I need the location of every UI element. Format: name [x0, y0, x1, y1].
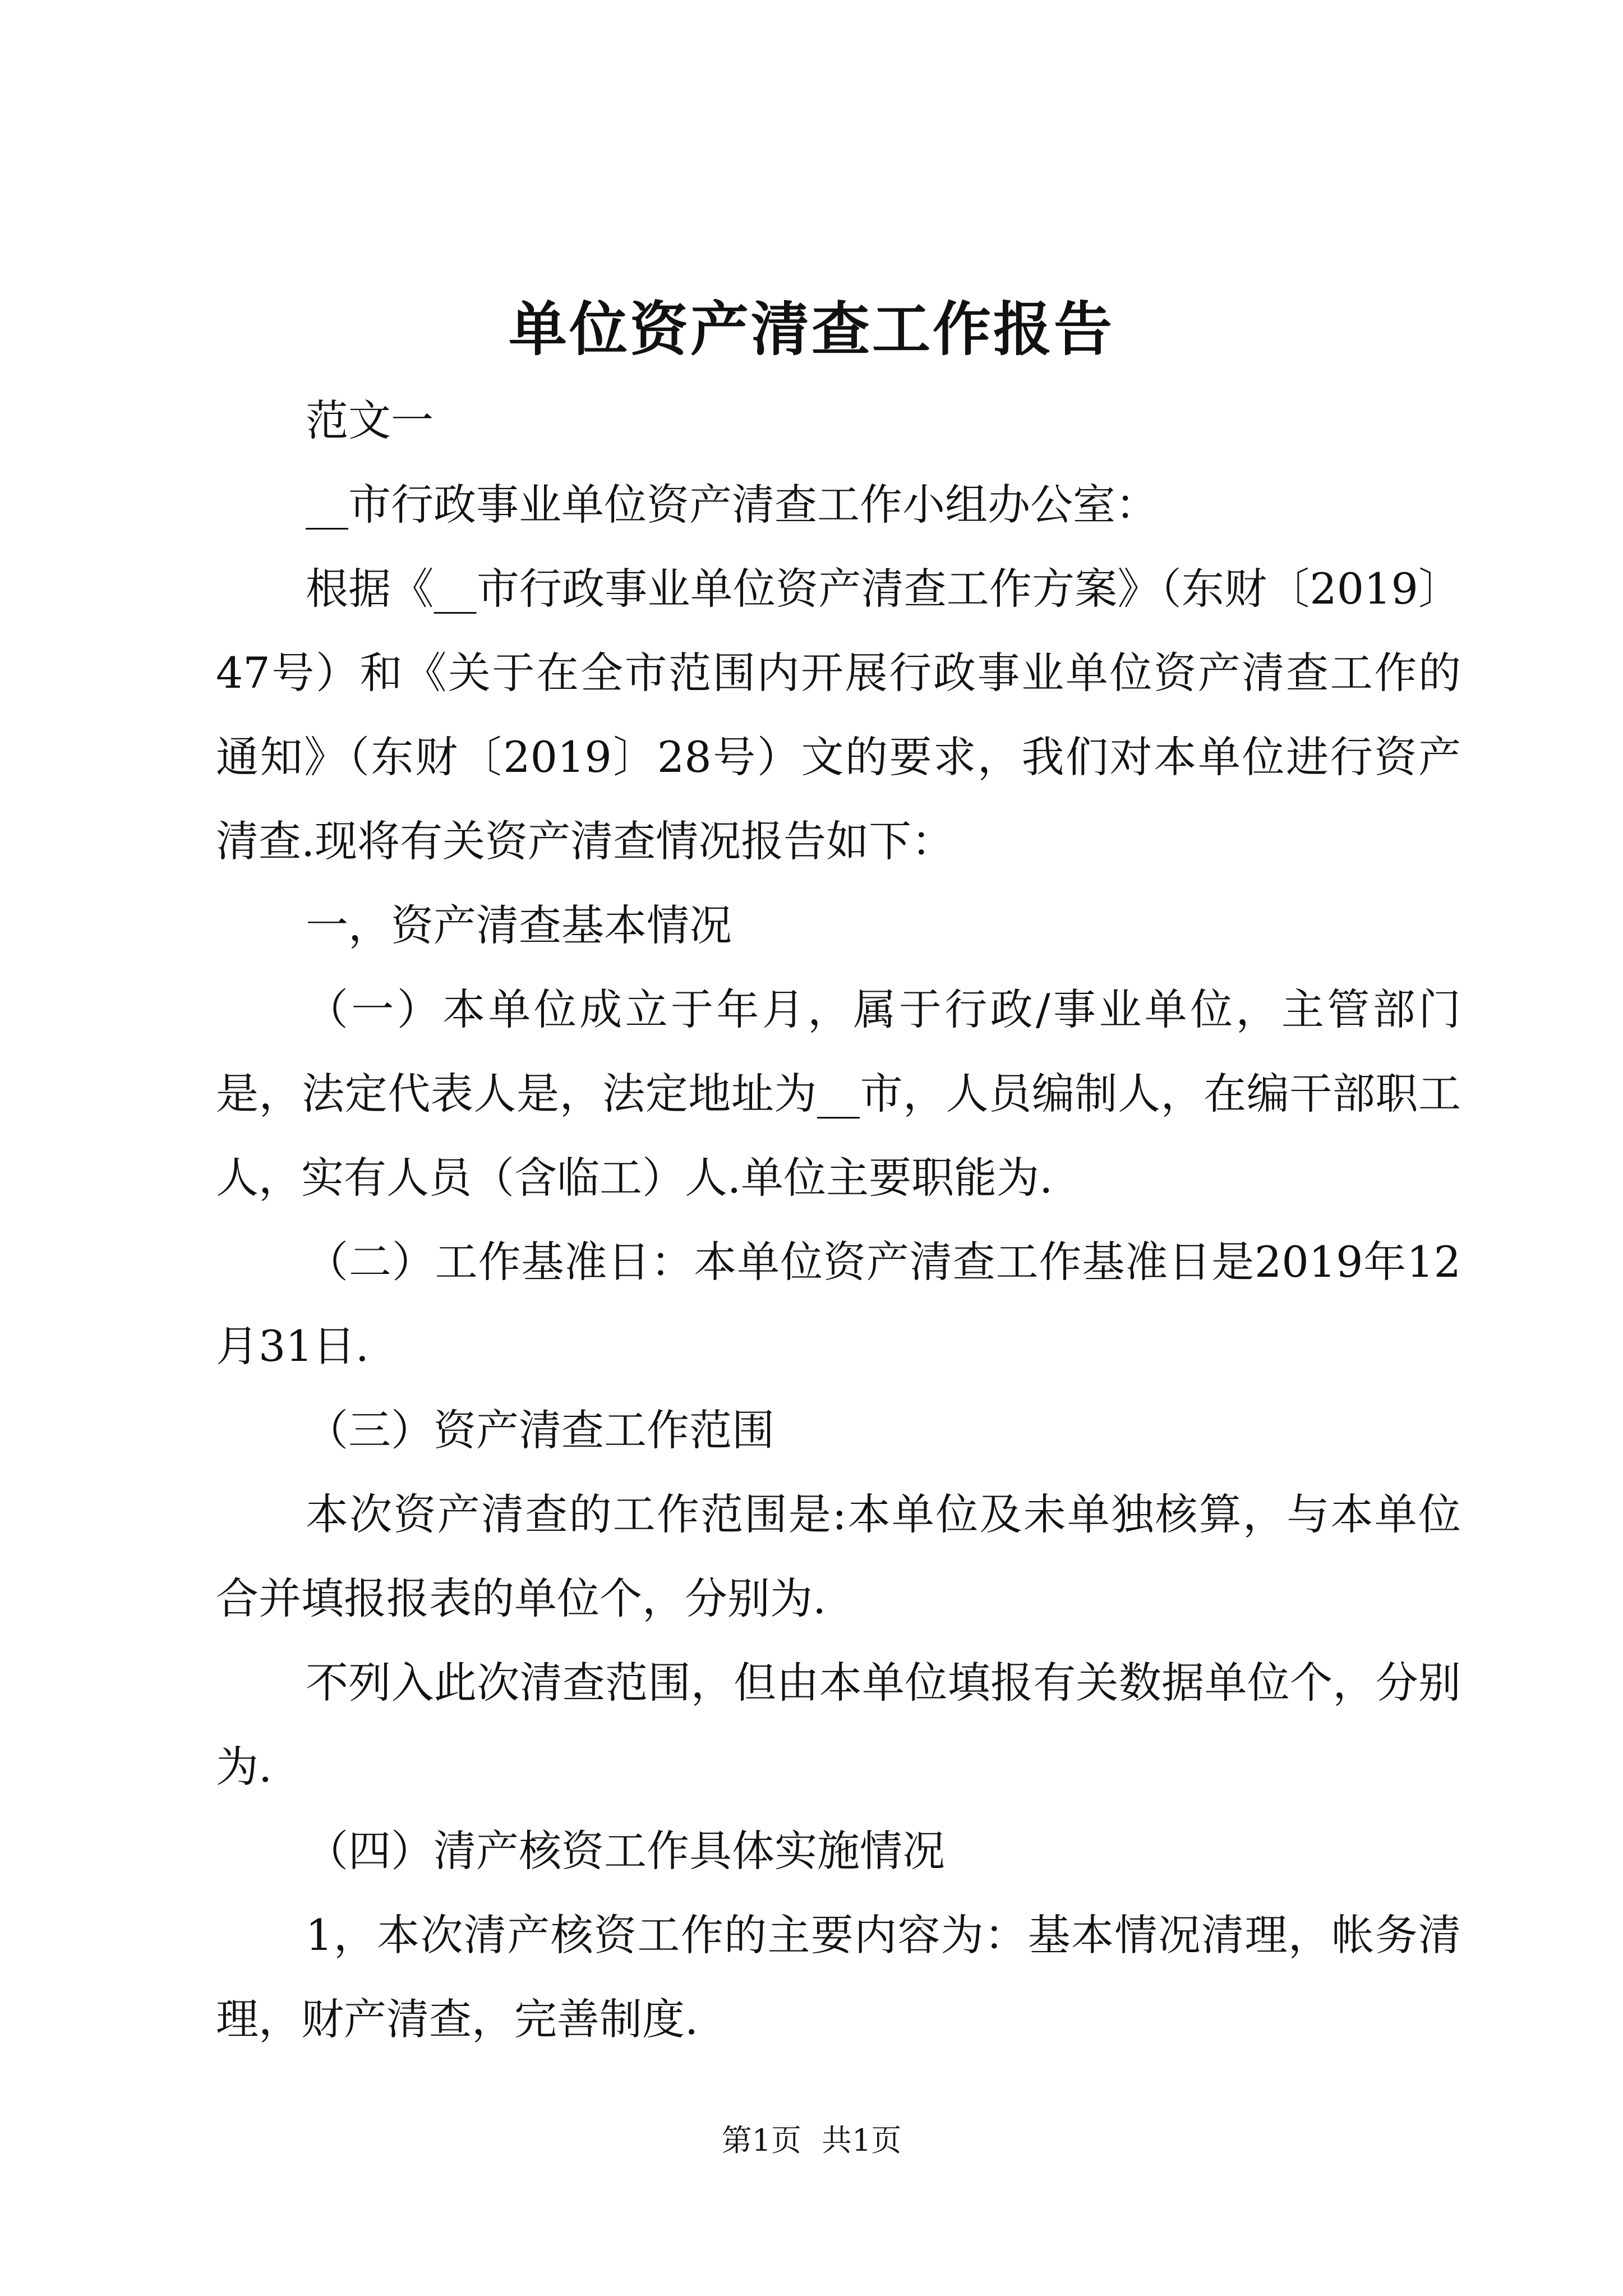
page-number: 第1页: [721, 2123, 801, 2158]
paragraph-excluded-scope: 不列入此次清查范围，但由本单位填报有关数据单位个，分别为.: [216, 1658, 1461, 1792]
paragraph-scope: 本次资产清查的工作范围是:本单位及未单独核算，与本单位合并填报报表的单位个，分别为.: [216, 1489, 1461, 1623]
paragraph-basis: 根据《__市行政事业单位资产清查工作方案》（东财〔2019〕47号）和《关于在全市范围内开展行政事业单位资产清查工作的通知》（东财〔2019〕28号）文的要求，我们对本单位进行资产清查.现将有关资产清查情况报告如下：: [216, 564, 1461, 866]
subheading-scope: （三）资产清查工作范围: [306, 1405, 774, 1455]
paragraph-main-content: 1，本次清产核资工作的主要内容为：基本情况清理，帐务清理，财产清查，完善制度.: [216, 1910, 1461, 2044]
paragraph-unit-info: （一）本单位成立于年月，属于行政/事业单位，主管部门是，法定代表人是，法定地址为__市，人员编制人，在编干部职工人，实有人员（含临工）人.单位主要职能为.: [216, 984, 1461, 1203]
section-heading-basic-info: 一，资产清查基本情况: [306, 900, 732, 950]
page-total: 共1页: [822, 2123, 902, 2158]
page-footer: [0, 2118, 1623, 2163]
paragraph-sample-label: 范文一: [306, 395, 434, 445]
paragraph-addressee: __市行政事业单位资产清查工作小组办公室：: [306, 480, 1158, 530]
subheading-implementation: （四）清产核资工作具体实施情况: [306, 1826, 945, 1876]
document-title: 单位资产清查工作报告: [508, 295, 1114, 364]
paragraph-base-date: （二）工作基准日：本单位资产清查工作基准日是2019年12月31日.: [216, 1237, 1461, 1371]
document-body: [216, 379, 1461, 2062]
